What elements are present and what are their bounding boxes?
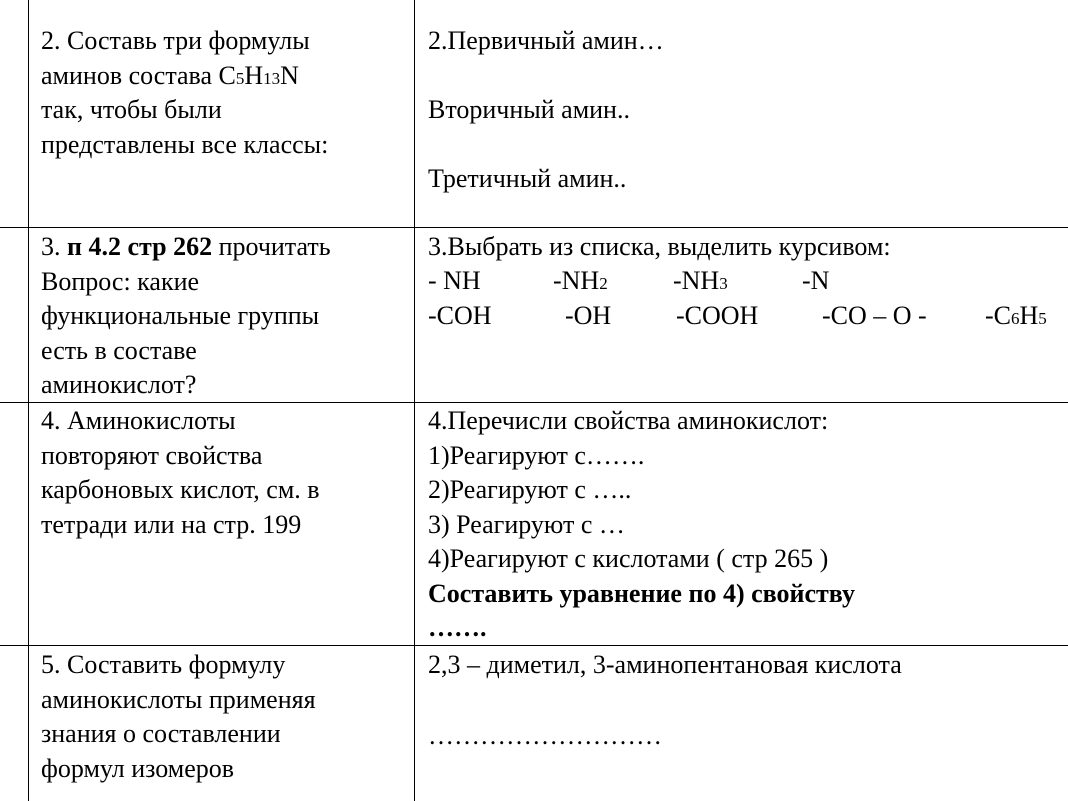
row3-answer-cell bbox=[428, 230, 1068, 265]
group-oh: -OH bbox=[565, 301, 612, 330]
row3-question-line: аминокислот? bbox=[41, 370, 197, 399]
row4-task-title: 4.Перечисли свойства аминокислот: bbox=[428, 406, 829, 435]
row2-question-text: аминов состава bbox=[41, 60, 219, 90]
property-line-4: 4)Реагируют с кислотами ( стр 265 ) bbox=[428, 544, 829, 573]
row5-answer-dots bbox=[428, 719, 1068, 754]
textbook-reference: п 4.2 стр 262 bbox=[67, 232, 213, 261]
row4-question-line: 4. Аминокислоты bbox=[41, 406, 236, 435]
equation-task: Составить уравнение по 4) свойству bbox=[428, 578, 855, 608]
property-line-1: 1)Реагируют с……. bbox=[428, 440, 645, 470]
group-n: -N bbox=[802, 266, 830, 295]
row2-question-line: так, чтобы были bbox=[41, 95, 222, 124]
group-coh: -COH bbox=[428, 301, 492, 330]
group-cooh: -COOH bbox=[676, 301, 759, 330]
property-line-2: 2)Реагируют с ….. bbox=[428, 475, 632, 504]
row2-answer-cell-tertiary bbox=[428, 162, 1068, 197]
row5-answer-cell bbox=[428, 648, 1068, 683]
row-divider-1 bbox=[0, 227, 1068, 228]
group-nh3: -NH3 bbox=[673, 266, 728, 295]
equation-dots: ……. bbox=[428, 613, 487, 642]
row2-question-line bbox=[41, 59, 406, 94]
row2-question-line: 2. Составь три формулы bbox=[41, 26, 310, 55]
row4-question-line: тетради или на стр. 199 bbox=[41, 509, 302, 539]
amine-formula: C5H13N bbox=[218, 60, 299, 90]
row5-question-line: знания о составлении bbox=[41, 719, 281, 748]
row4-question-line: карбоновых кислот, см. в bbox=[41, 475, 320, 504]
row2-answer-cell bbox=[428, 24, 1068, 59]
row3-question-cell bbox=[41, 230, 406, 403]
row4-question-cell bbox=[41, 404, 406, 542]
row2-question-line: представлены все классы: bbox=[41, 129, 329, 159]
primary-amine-label: 2.Первичный амин… bbox=[428, 26, 664, 55]
table-border-left bbox=[28, 0, 29, 801]
row3-question-line: Вопрос: какие bbox=[41, 266, 200, 296]
row5-question-line: аминокислоты применяя bbox=[41, 684, 316, 714]
row2-answer-cell-secondary bbox=[428, 93, 1068, 128]
row5-question-line: 5. Составить формулу bbox=[41, 650, 286, 679]
row5-question-cell bbox=[41, 648, 406, 786]
tertiary-amine-label: Третичный амин.. bbox=[428, 164, 627, 193]
answer-dots: ……………………… bbox=[428, 721, 662, 750]
secondary-amine-label: Вторичный амин.. bbox=[428, 95, 630, 124]
acid-name: 2,3 – диметил, 3-аминопентановая кислота bbox=[428, 650, 902, 679]
table-border-middle bbox=[414, 0, 415, 801]
group-nh: - NH bbox=[428, 266, 481, 295]
row2-question-cell bbox=[41, 24, 406, 162]
row4-answer-cell bbox=[428, 404, 1068, 646]
row5-question-line: формул изомеров bbox=[41, 753, 235, 783]
group-ester: -CO – O - bbox=[822, 301, 927, 330]
row3-task-title: 3.Выбрать из списка, выделить курсивом: bbox=[428, 232, 891, 261]
row4-question-line: повторяют свойства bbox=[41, 440, 263, 470]
group-phenyl: -C6H5 bbox=[985, 301, 1047, 330]
property-line-3: 3) Реагируют с … bbox=[428, 509, 625, 539]
group-nh2: -NH2 bbox=[553, 266, 608, 295]
row3-question-line: 3. п 4.2 стр 262 прочитать bbox=[41, 232, 331, 261]
row3-question-line: есть в составе bbox=[41, 335, 197, 365]
row3-question-line: функциональные группы bbox=[41, 301, 320, 330]
